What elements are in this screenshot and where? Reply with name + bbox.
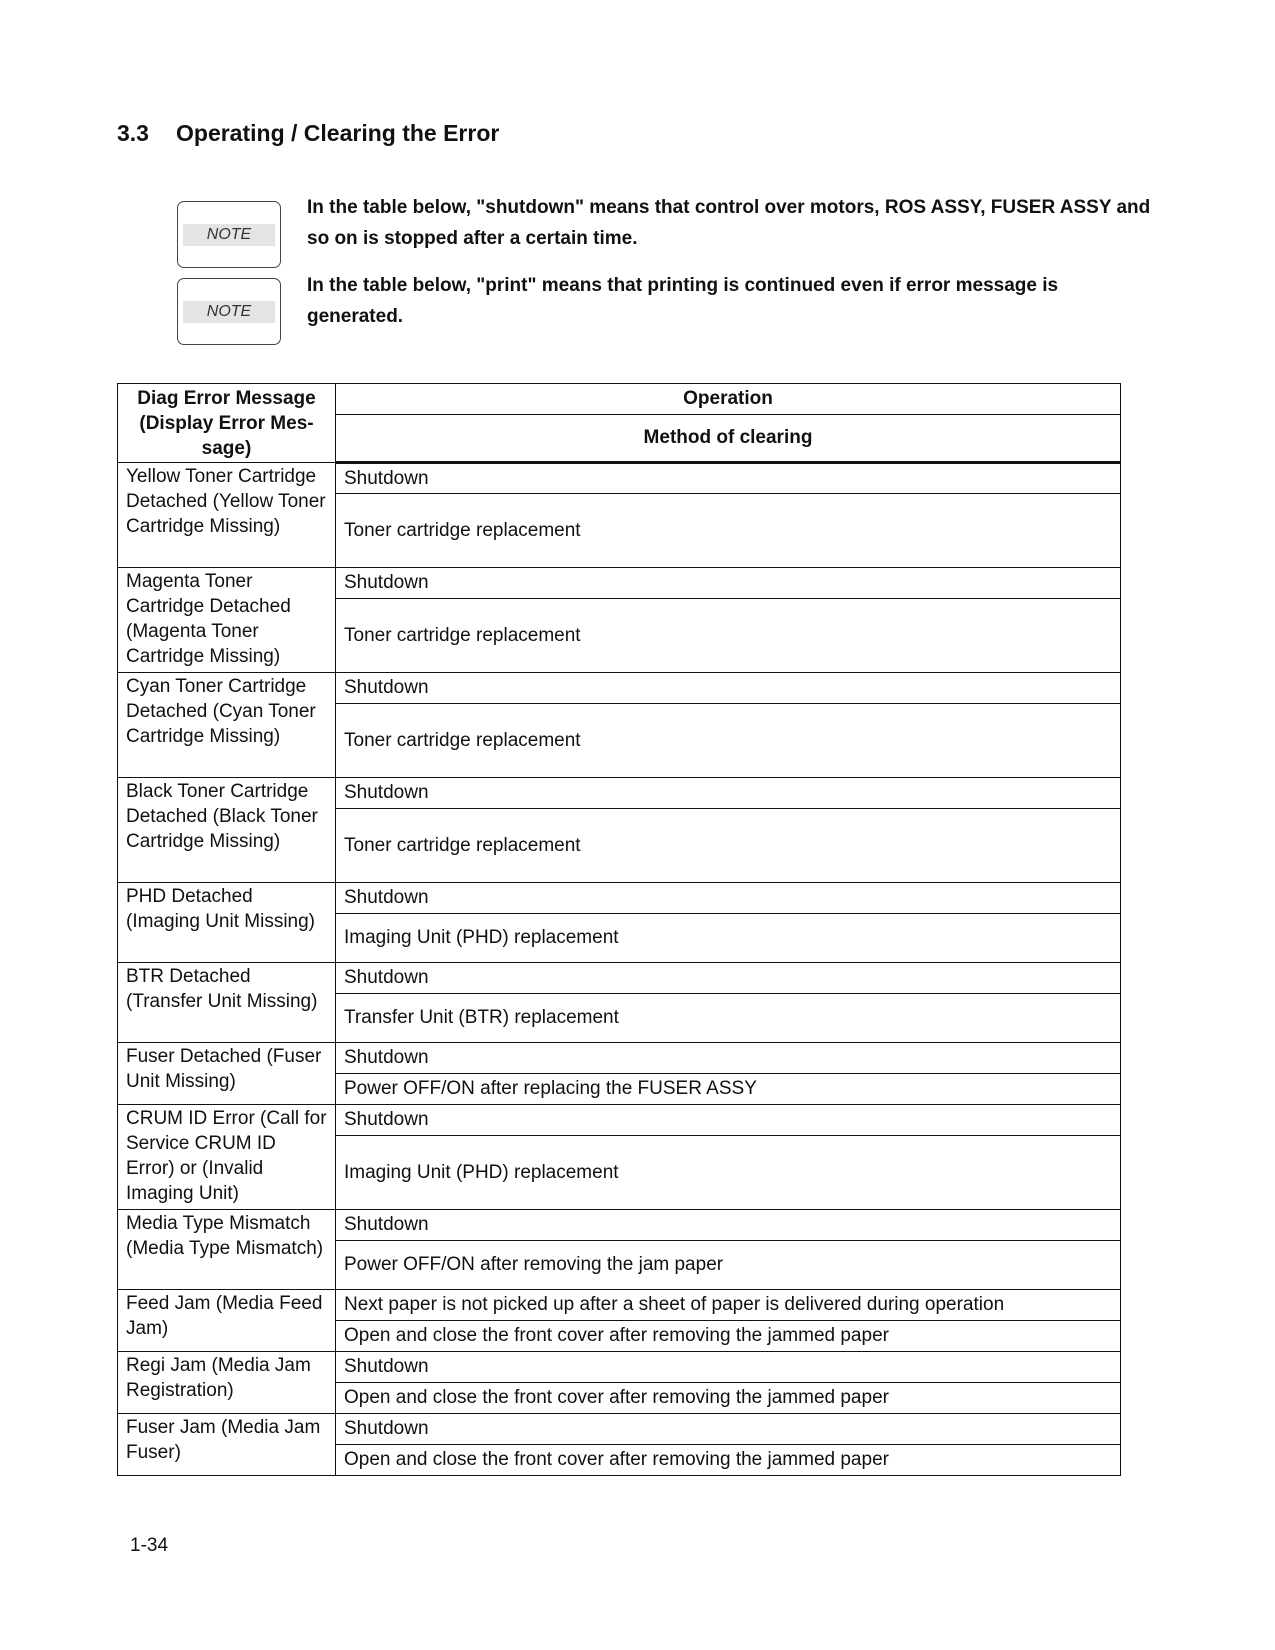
method-cell: Toner cartridge replacement	[336, 704, 1121, 778]
operation-cell: Shutdown	[336, 1352, 1121, 1383]
note-icon	[177, 201, 281, 268]
table-row	[118, 568, 1121, 599]
table-body	[118, 463, 1121, 1476]
error-message-cell: CRUM ID Error (Call for Service CRUM ID Error) or (Invalid Imaging Unit)	[118, 1105, 336, 1210]
operation-cell: Next paper is not picked up after a sheet of paper is delivered during operation	[336, 1290, 1121, 1321]
error-message-cell: Magenta Toner Cartridge Detached (Magenta Toner Cartridge Missing)	[118, 568, 336, 673]
method-cell: Open and close the front cover after removing the jammed paper	[336, 1321, 1121, 1352]
method-cell: Toner cartridge replacement	[336, 494, 1121, 568]
method-cell: Open and close the front cover after removing the jammed paper	[336, 1445, 1121, 1476]
table-row	[118, 1414, 1121, 1445]
table-row	[118, 1210, 1121, 1241]
note-text-shutdown: In the table below, "shutdown" means that control over motors, ROS ASSY, FUSER ASSY and so on is stopped after a certain time.	[307, 197, 1151, 249]
header-operation: Operation	[336, 384, 1121, 415]
note-label: NOTE	[183, 301, 275, 323]
method-cell: Transfer Unit (BTR) replacement	[336, 994, 1121, 1043]
method-cell: Power OFF/ON after replacing the FUSER ASSY	[336, 1074, 1121, 1105]
operation-cell: Shutdown	[336, 568, 1121, 599]
error-message-cell: Feed Jam (Media Feed Jam)	[118, 1290, 336, 1352]
operation-cell: Shutdown	[336, 883, 1121, 914]
method-cell: Imaging Unit (PHD) replacement	[336, 914, 1121, 963]
operation-cell: Shutdown	[336, 778, 1121, 809]
table-row	[118, 883, 1121, 914]
section-heading	[117, 120, 499, 147]
table-row	[118, 1352, 1121, 1383]
header-diag-error-message: Diag Error Message (Display Error Mes-sage)	[118, 384, 336, 463]
table-row	[118, 1290, 1121, 1321]
header-method-of-clearing: Method of clearing	[336, 415, 1121, 463]
note-label: NOTE	[183, 224, 275, 246]
table-row	[118, 1043, 1121, 1074]
error-message-cell: BTR Detached (Transfer Unit Missing)	[118, 963, 336, 1043]
note-icon	[177, 278, 281, 345]
method-cell: Toner cartridge replacement	[336, 599, 1121, 673]
operation-cell: Shutdown	[336, 463, 1121, 494]
operation-cell: Shutdown	[336, 963, 1121, 994]
operation-cell: Shutdown	[336, 1043, 1121, 1074]
table-row	[118, 778, 1121, 809]
error-message-cell: Cyan Toner Cartridge Detached (Cyan Toner Cartridge Missing)	[118, 673, 336, 778]
operation-cell: Shutdown	[336, 673, 1121, 704]
table-row	[118, 673, 1121, 704]
error-message-cell: Fuser Jam (Media Jam Fuser)	[118, 1414, 336, 1476]
error-table	[117, 383, 1121, 1476]
operation-cell: Shutdown	[336, 1105, 1121, 1136]
table-row	[118, 1105, 1121, 1136]
note-text-print: In the table below, "print" means that printing is continued even if error message is generated.	[307, 275, 1059, 327]
error-message-cell: Fuser Detached (Fuser Unit Missing)	[118, 1043, 336, 1105]
method-cell: Toner cartridge replacement	[336, 809, 1121, 883]
page-number: 1-34	[130, 1535, 169, 1556]
error-message-cell: PHD Detached (Imaging Unit Missing)	[118, 883, 336, 963]
error-message-cell: Yellow Toner Cartridge Detached (Yellow Toner Cartridge Missing)	[118, 463, 336, 568]
table-row	[118, 963, 1121, 994]
method-cell: Power OFF/ON after removing the jam paper	[336, 1241, 1121, 1290]
operation-cell: Shutdown	[336, 1414, 1121, 1445]
method-cell: Imaging Unit (PHD) replacement	[336, 1136, 1121, 1210]
error-message-cell: Regi Jam (Media Jam Registration)	[118, 1352, 336, 1414]
section-number: 3.3	[117, 120, 149, 146]
error-message-cell: Media Type Mismatch (Media Type Mismatch)	[118, 1210, 336, 1290]
operation-cell: Shutdown	[336, 1210, 1121, 1241]
table-row	[118, 463, 1121, 494]
error-message-cell: Black Toner Cartridge Detached (Black Toner Cartridge Missing)	[118, 778, 336, 883]
method-cell: Open and close the front cover after removing the jammed paper	[336, 1383, 1121, 1414]
section-title: Operating / Clearing the Error	[176, 120, 500, 146]
